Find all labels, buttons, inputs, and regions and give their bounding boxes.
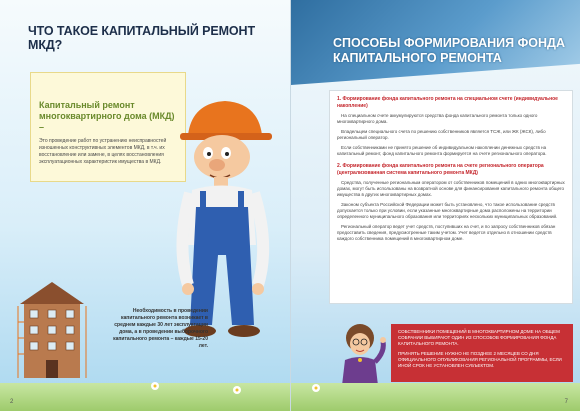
definition-box: [30, 72, 186, 182]
methods-content-box: [329, 90, 573, 304]
house-illustration: [16, 278, 88, 378]
section-2-paragraph: Средства, полученные региональным оператором от собственников помещений в одних многоквартирных домах, могут быть использованы на возвратной основе для финансирования капитального ремонта общего имущества в других многоквартирных домах.: [337, 180, 565, 197]
decision-notice-text: СОБСТВЕННИКИ ПОМЕЩЕНИЙ В МНОГОКВАРТИРНОМ ДОМЕ НА ОБЩЕМ СОБРАНИИ ВЫБИРАЮТ ОДИН ИЗ СПОСОБОВ ФОРМИРОВАНИЯ ФОНДА КАПИТАЛЬНОГО РЕМОНТА.: [398, 329, 560, 346]
repair-frequency-caption: Необходимость в проведении капитального ремонта возникает в среднем каждые 30 лет эксплуатации дома, а в проведении выборочного капитального ремонта – каждые 15-20 лет.: [113, 308, 208, 349]
right-page-title: СПОСОБЫ ФОРМИРОВАНИЯ ФОНДА КАПИТАЛЬНОГО РЕМОНТА: [333, 36, 565, 65]
decision-notice-box: [391, 324, 573, 382]
section-1-heading: 1. Формирование фонда капитального ремонта на специальном счете (индивидуальное накопление): [337, 96, 558, 109]
section-1-paragraph: На специальном счете аккумулируются средства фонда капитального ремонта только одного многоквартирного дома.: [337, 113, 538, 124]
definition-title: Капитальный ремонт многоквартирного дома (МКД) –: [39, 100, 175, 132]
ground: [291, 383, 580, 411]
section-1-paragraph: Владельцем специального счета по решению собственников является ТСЖ, или ЖК (ЖСК), либо региональный оператор.: [337, 129, 546, 140]
section-2-heading: 2. Формирование фонда капитального ремонта на счете регионального оператора (централизованная система капитального ремонта МКД): [337, 163, 544, 176]
right-page: [290, 0, 580, 411]
section-2-paragraph: Региональный оператор ведет учет средств, поступивших на счет, и по запросу собственников обязан предоставить сведения, предусмотренные таким учетом. Учет ведется отдельно в отношении средств каждого собственника помещений в многоквартирном доме.: [337, 224, 556, 241]
page-number-left: 2: [10, 399, 14, 405]
decision-deadline-text: ПРИНЯТЬ РЕШЕНИЕ НУЖНО НЕ ПОЗДНЕЕ 2 МЕСЯЦЕВ СО ДНЯ ОФИЦИАЛЬНОГО ОПУБЛИКОВАНИЯ РЕГИОНАЛЬНОЙ ПРОГРАММЫ, ЕСЛИ ИНОЙ СРОК НЕ УСТАНОВЛЕН СУБЪЕКТОМ.: [398, 351, 562, 368]
flower-icon: [232, 385, 242, 395]
page-number-right: 7: [564, 399, 568, 405]
ground: [0, 383, 290, 411]
definition-text: Это проведение работ по устранению неисправностей изношенных конструктивных элементов МКД, в т.ч. их восстановление или замене, в целях восстановления эксплуатационных характеристик имущества в МКД.: [39, 138, 167, 165]
flower-icon: [150, 381, 160, 391]
section-2-paragraph: Законом субъекта Российской Федерации может быть установлено, что такое использование средств допускается только при условии, если указанные многоквартирные дома расположены на территории определенного муниципального образования или территориях нескольких муниципальных образований.: [337, 202, 558, 219]
worker-illustration: [170, 95, 280, 395]
flower-icon: [311, 383, 321, 393]
left-page-title: ЧТО ТАКОЕ КАПИТАЛЬНЫЙ РЕМОНТ МКД?: [28, 24, 255, 52]
section-1-paragraph: Если собственниками не принято решение об индивидуальном накоплении денежных средств на капитальный ремонт, фонд капитального ремонта формируется на счете регионального оператора.: [337, 145, 547, 156]
